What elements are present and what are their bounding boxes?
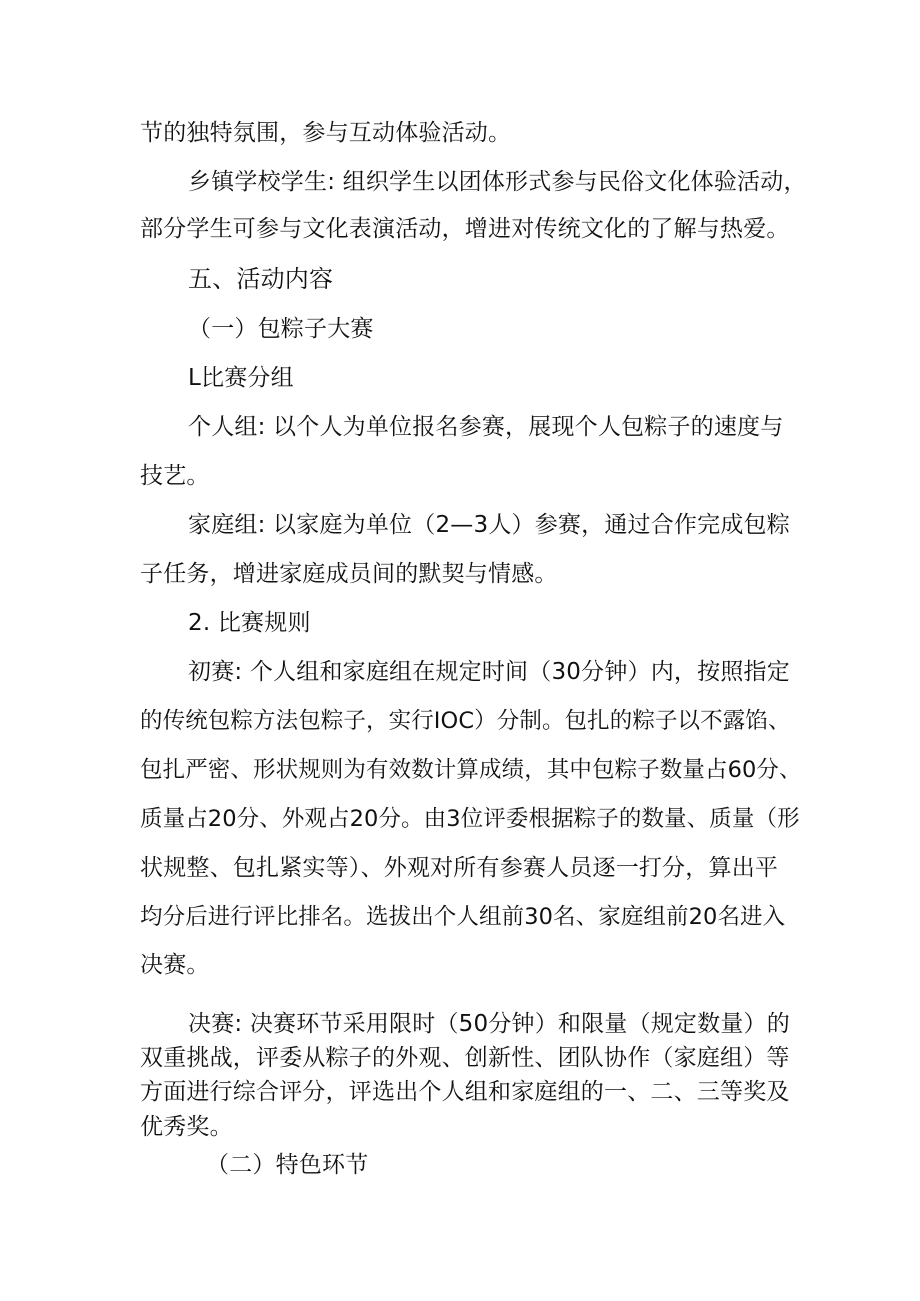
subsection-heading: （一）包粽子大赛 bbox=[188, 316, 374, 342]
item-heading: 2. 比赛规则 bbox=[188, 610, 311, 636]
paragraph-line: 乡镇学校学生: 组织学生以团体形式参与民俗文化体验活动， bbox=[188, 169, 807, 195]
paragraph-line: 个人组: 以个人为单位报名参赛，展现个人包粽子的速度与 bbox=[188, 414, 784, 440]
paragraph-line: 优秀奖。 bbox=[140, 1114, 233, 1140]
section-heading: 五、活动内容 bbox=[188, 265, 334, 293]
paragraph-line: 的传统包粽方法包粽子，实行IOC）分制。包扎的粽子以不露馅、 bbox=[140, 708, 791, 734]
paragraph-line: 双重挑战，评委从粽子的外观、创新性、团队协作（家庭组）等 bbox=[140, 1045, 790, 1071]
paragraph-line: 方面进行综合评分，评选出个人组和家庭组的一、二、三等奖及 bbox=[140, 1079, 790, 1105]
paragraph-line: 决赛。 bbox=[140, 952, 210, 978]
paragraph-line: 均分后进行评比排名。选拔出个人组前30名、家庭组前20名进入 bbox=[140, 904, 786, 930]
item-heading: L比赛分组 bbox=[188, 365, 294, 391]
paragraph-line: 状规整、包扎紧实等）、外观对所有参赛人员逐一打分，算出平 bbox=[140, 855, 779, 881]
subsection-heading: （二）特色环节 bbox=[206, 1152, 369, 1178]
paragraph-line: 包扎严密、形状规则为有效数计算成绩，其中包粽子数量占60分、 bbox=[140, 757, 802, 783]
paragraph-line: 部分学生可参与文化表演活动，增进对传统文化的了解与热爱。 bbox=[140, 216, 790, 242]
paragraph-line: 质量占20分、外观占20分。由3位评委根据粽子的数量、质量（形 bbox=[140, 806, 800, 832]
paragraph-line: 决赛: 决赛环节采用限时（50分钟）和限量（规定数量）的 bbox=[188, 1011, 790, 1037]
paragraph-line: 子任务，增进家庭成员间的默契与情感。 bbox=[140, 561, 558, 587]
paragraph-line: 节的独特氛围，参与互动体验活动。 bbox=[140, 120, 512, 146]
paragraph-line: 初赛: 个人组和家庭组在规定时间（30分钟）内，按照指定 bbox=[188, 659, 790, 685]
paragraph-line: 家庭组: 以家庭为单位（2—3人）参赛，通过合作完成包粽 bbox=[188, 512, 790, 538]
paragraph-line: 技艺。 bbox=[140, 463, 210, 489]
